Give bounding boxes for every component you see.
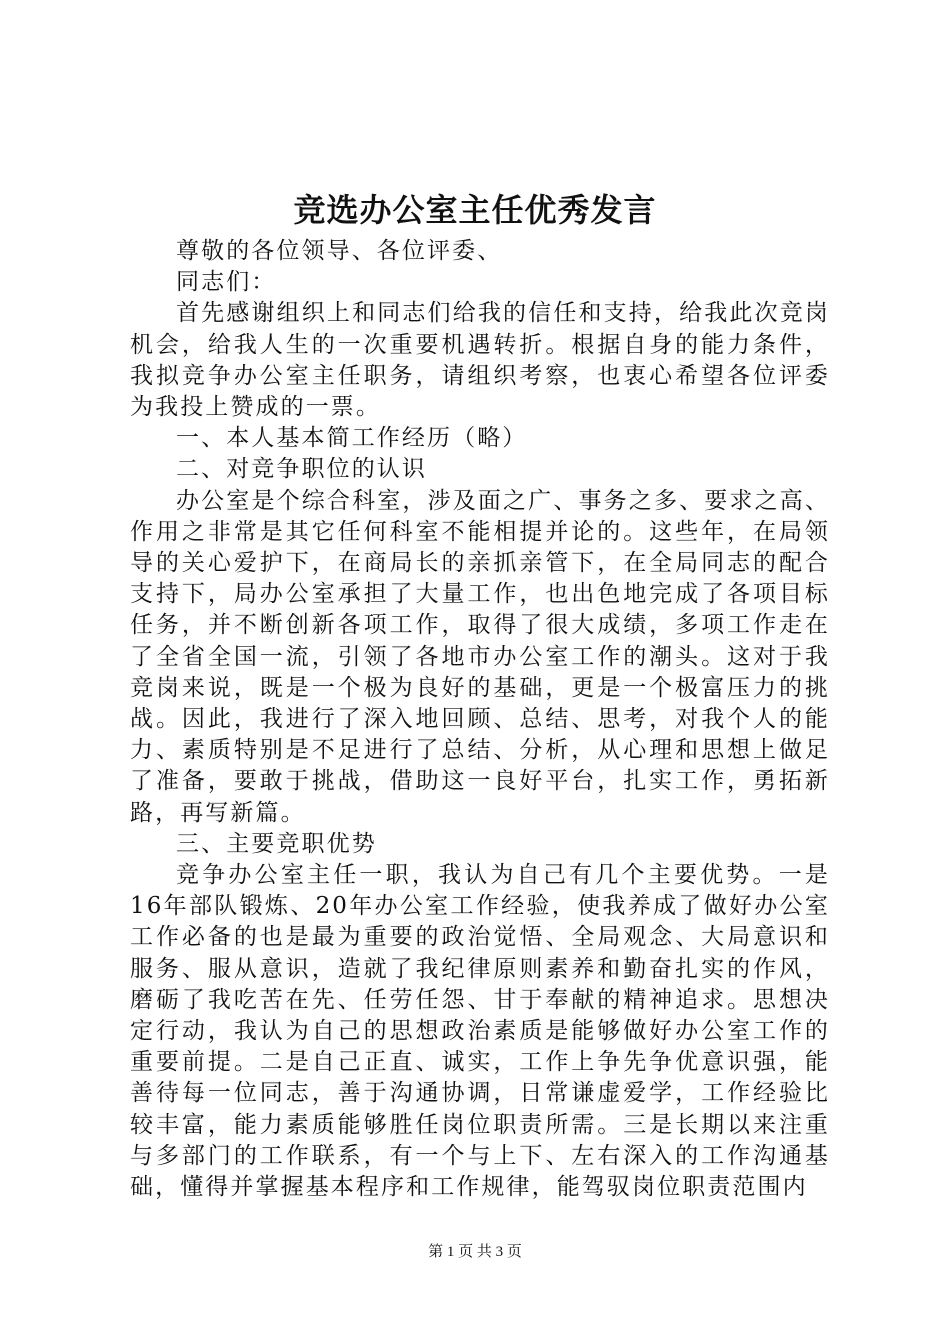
paragraph-salutation-2: 同志们： — [176, 269, 277, 296]
document-title: 竞选办公室主任优秀发言 — [293, 191, 657, 229]
document-body — [130, 236, 830, 1203]
section-heading-2: 二、对竞争职位的认识 — [176, 456, 427, 483]
paragraph-advantages: 竞争办公室主任一职，我认为自己有几个主要优势。一是16年部队锻炼、20年办公室工作经验，使我养成了做好办公室工作必备的也是最为重要的政治觉悟、全局观念、大局意识和服务、服从意识，造就了我纪律原则素养和勤奋扎实的作风，磨砺了我吃苦在先、任劳任怨、甘于奉献的精神追求。思想决定行动，我认为自己的思想政治素质是能够做好办公室工作的重要前提。二是自己正直、诚实，工作上争先争优意识强，能善待每一位同志，善于沟通协调，日常谦虚爱学，工作经验比较丰富，能力素质能够胜任岗位职责所需。三是长期以来注重与多部门的工作联系，有一个与上下、左右深入的工作沟通基础，懂得并掌握基本程序和工作规律，能驾驭岗位职责范围内 — [130, 862, 830, 1201]
paragraph-opening: 首先感谢组织上和同志们给我的信任和支持，给我此次竞岗机会，给我人生的一次重要机遇转折。根据自身的能力条件，我拟竞争办公室主任职务，请组织考察，也衷心希望各位评委为我投上赞成的一票。 — [130, 300, 830, 421]
paragraph-position-understanding: 办公室是个综合科室，涉及面之广、事务之多、要求之高、作用之非常是其它任何科室不能相提并论的。这些年，在局领导的关心爱护下，在商局长的亲抓亲管下，在全局同志的配合支持下，局办公室承担了大量工作，也出色地完成了各项目标任务，并不断创新各项工作，取得了很大成绩，多项工作走在了全省全国一流，引领了各地市办公室工作的潮头。这对于我竞岗来说，既是一个极为良好的基础，更是一个极富压力的挑战。因此，我进行了深入地回顾、总结、思考，对我个人的能力、素质特别是不足进行了总结、分析，从心理和思想上做足了准备，要敢于挑战，借助这一良好平台，扎实工作，勇拓新路，再写新篇。 — [130, 487, 830, 826]
section-heading-1: 一、本人基本简工作经历（略） — [176, 425, 528, 452]
section-heading-3: 三、主要竞职优势 — [176, 830, 377, 857]
paragraph-salutation-1: 尊敬的各位领导、各位评委、 — [176, 238, 503, 264]
page-number-footer: 第 1 页 共 3 页 — [428, 1244, 522, 1260]
